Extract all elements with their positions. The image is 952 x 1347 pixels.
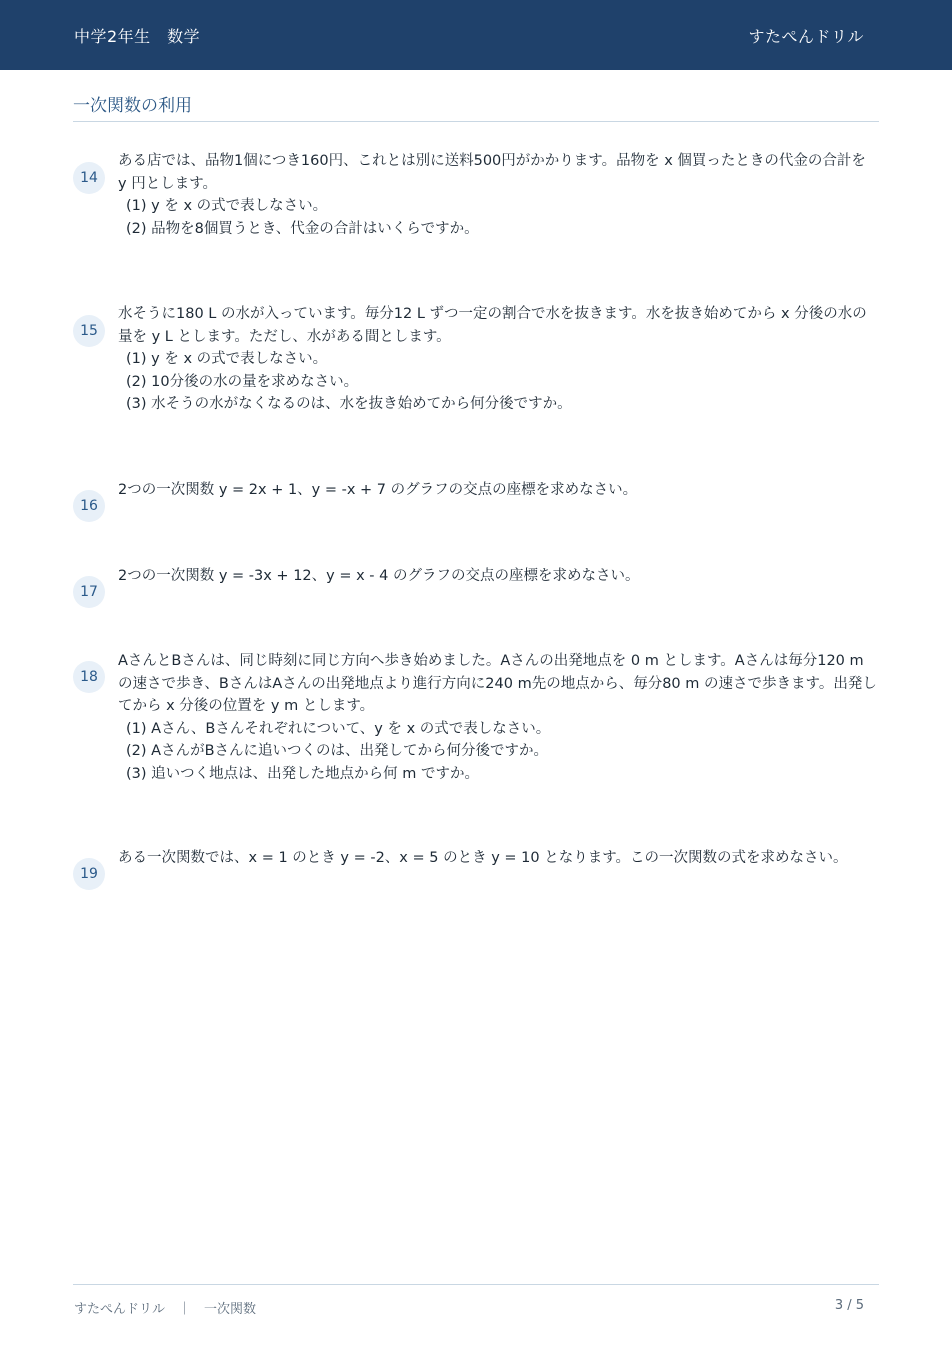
problem-text: 2つの一次関数 y = 2x + 1、y = -x + 7 のグラフの交点の座標を求めなさい。 <box>118 482 638 498</box>
problem-number-badge: 19 <box>73 858 105 890</box>
page-number: 3 / 5 <box>834 1298 864 1313</box>
sub-question: (2) 品物を8個買うとき、代金の合計はいくらですか。 <box>126 220 479 237</box>
problem-body <box>118 565 878 588</box>
page-header <box>0 0 952 70</box>
sub-question: (1) Aさん、Bさんそれぞれについて、y を x の式で表しなさい。 <box>126 720 551 737</box>
sub-question: (2) AさんがBさんに追いつくのは、出発してから何分後ですか。 <box>126 743 549 759</box>
problem-body <box>118 479 878 502</box>
problem-body <box>118 303 878 416</box>
problem-body <box>118 150 878 240</box>
section-title: 一次関数の利用 <box>73 96 192 116</box>
sub-question: (3) 水そうの水がなくなるのは、水を抜き始めてから何分後ですか。 <box>126 396 572 412</box>
problem-body <box>118 847 878 870</box>
problem-number-badge: 18 <box>73 661 105 693</box>
problem-text: AさんとBさんは、同じ時刻に同じ方向へ歩き始めました。Aさんの出発地点を 0 m とします。Aさんは毎分120 m の速さで歩き、BさんはAさんの出発地点より進行方向に240 m先の地点から、毎分80 m の速さで歩きます。出発してから x 分後の位置を y m とします。 <box>118 653 877 714</box>
sub-question: (3) 追いつく地点は、出発した地点から何 m ですか。 <box>126 765 479 782</box>
problem-text: ある一次関数では、x = 1 のとき y = -2、x = 5 のとき y = 10 となります。この一次関数の式を求めなさい。 <box>118 850 848 866</box>
drill-brand-label: すたぺんドリル <box>748 27 864 46</box>
sub-question: (1) y を x の式で表しなさい。 <box>126 351 328 367</box>
problem-number-badge: 14 <box>73 162 105 194</box>
section-divider <box>73 121 879 122</box>
footer-title: すたぺんドリル ｜ 一次関数 <box>74 1302 257 1317</box>
sub-question: (1) y を x の式で表しなさい。 <box>126 198 328 214</box>
problem-text: ある店では、品物1個につき160円、これとは別に送料500円がかかります。品物を x 個買ったときの代金の合計を y 円とします。 <box>118 153 866 192</box>
problem-number-badge: 17 <box>73 576 105 608</box>
problem-body <box>118 650 878 785</box>
footer-divider <box>73 1284 879 1285</box>
problem-number-badge: 16 <box>73 490 105 522</box>
problem-number-badge: 15 <box>73 315 105 347</box>
sub-question: (2) 10分後の水の量を求めなさい。 <box>126 373 359 390</box>
grade-subject-label: 中学2年生 数学 <box>74 27 201 46</box>
problem-text: 水そうに180 L の水が入っています。毎分12 L ずつ一定の割合で水を抜きます。水を抜き始めてから x 分後の水の量を y L とします。ただし、水がある間とします。 <box>118 306 867 345</box>
problem-text: 2つの一次関数 y = -3x + 12、y = x - 4 のグラフの交点の座標を求めなさい。 <box>118 568 640 584</box>
